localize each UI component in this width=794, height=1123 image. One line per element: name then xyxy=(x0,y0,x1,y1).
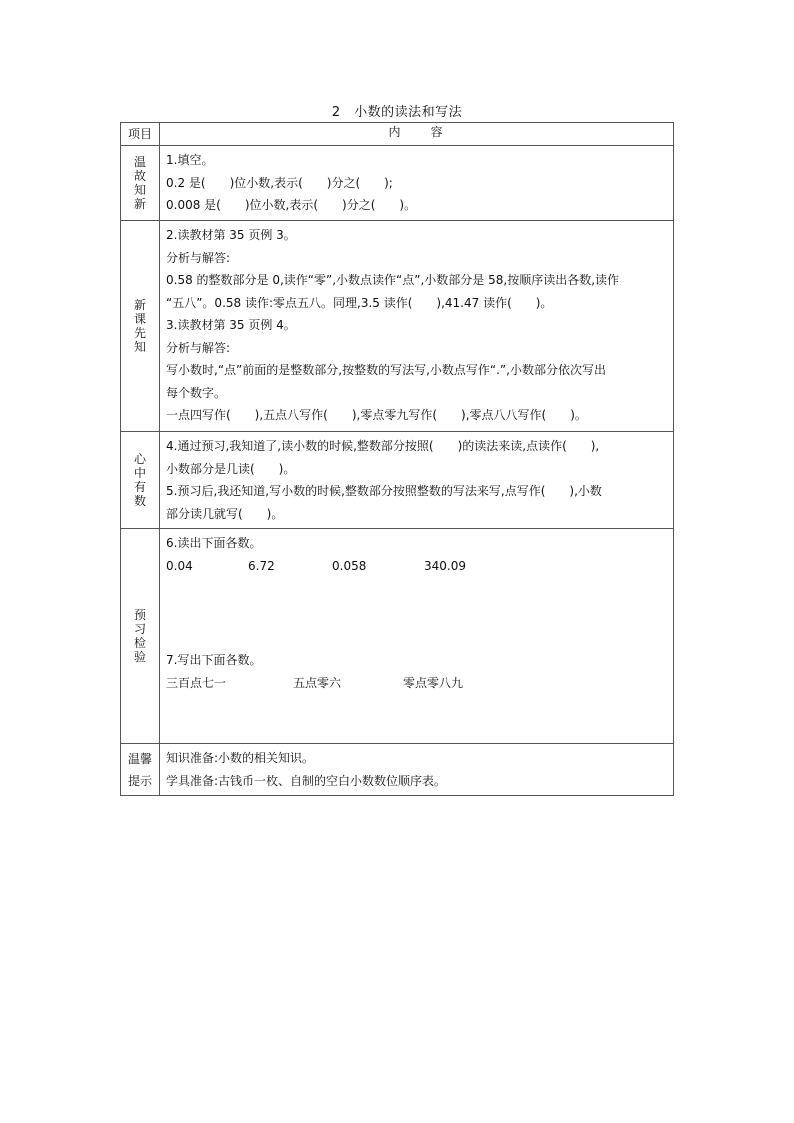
text-line: 分析与解答: xyxy=(166,250,231,265)
row-label-text: 心中有数 xyxy=(133,452,146,508)
table-row-wengu xyxy=(121,146,674,221)
row-content-wengu xyxy=(160,146,674,221)
table-header-row xyxy=(121,123,674,146)
header-content-label: 内 容 xyxy=(388,125,445,139)
text-line: 小数部分是几读( )。 xyxy=(166,461,296,476)
text-line: 4.通过预习,我知道了,读小数的时候,整数部分按照( )的读法来读,点读作( ), xyxy=(166,439,600,453)
text-line: 一点四写作( ),五点八写作( ),零点零九写作( ),零点八八写作( )。 xyxy=(166,408,587,422)
header-content-cell xyxy=(160,123,674,146)
question-7: 7.写出下面各数。 xyxy=(166,653,262,667)
text-line: 3.读教材第 35 页例 4。 xyxy=(166,318,296,332)
q7-number: 三百点七一 xyxy=(166,675,227,690)
row-content-wenxin xyxy=(160,744,674,796)
table-row-xinke xyxy=(121,221,674,432)
text-line: 2.读教材第 35 页例 3。 xyxy=(166,228,296,242)
row-label-text: 新课先知 xyxy=(133,298,146,354)
header-item-cell xyxy=(121,123,160,146)
table-row-yuxi xyxy=(121,529,674,744)
text-line: 学具准备:古钱币一枚、自制的空白小数数位顺序表。 xyxy=(166,773,447,788)
header-item-label: 项目 xyxy=(127,127,152,141)
q6-number: 6.72 xyxy=(248,558,275,573)
text-line: 部分读几就写( )。 xyxy=(166,506,284,521)
q7-number: 五点零六 xyxy=(293,675,342,690)
row-content-yuxi xyxy=(160,529,674,744)
row-content-xinzhong xyxy=(160,432,674,529)
row-label-wengu xyxy=(121,146,160,221)
question-6: 6.读出下面各数。 xyxy=(166,536,262,550)
row-label-text: 温故知新 xyxy=(133,155,146,211)
row-label-text: 温馨 xyxy=(127,751,152,766)
q6-number-list xyxy=(166,555,667,578)
row-label-text: 预习检验 xyxy=(133,608,146,664)
table-row-xinzhong xyxy=(121,432,674,529)
q6-number: 0.058 xyxy=(332,558,367,573)
text-line: 1.填空。 xyxy=(166,153,214,167)
q6-number: 0.04 xyxy=(166,558,193,573)
text-line: 0.58 的整数部分是 0,读作“零”,小数点读作“点”,小数部分是 58,按顺序读出各数,读作 xyxy=(166,273,620,287)
text-line: 5.预习后,我还知道,写小数的时候,整数部分按照整数的写法来写,点写作( ),小数 xyxy=(166,484,602,498)
q7-number: 零点零八九 xyxy=(403,675,464,690)
text-line: 分析与解答: xyxy=(166,340,231,355)
text-line: 写小数时,“点”前面的是整数部分,按整数的写法写,小数点写作“.”,小数部分依次写出 xyxy=(166,363,606,377)
row-label-wenxin xyxy=(121,744,160,796)
text-line: 知识准备:小数的相关知识。 xyxy=(166,751,315,765)
text-line: 0.2 是( )位小数,表示( )分之( ); xyxy=(166,175,393,190)
answer-space xyxy=(166,694,667,722)
page-title: 2 小数的读法和写法 xyxy=(331,105,463,120)
row-label-text: 提示 xyxy=(127,773,152,788)
table-row-wenxin xyxy=(121,744,674,796)
text-line: 每个数字。 xyxy=(166,385,227,400)
lesson-plan-table xyxy=(120,122,674,796)
text-line: “五八”。0.58 读作:零点五八。同理,3.5 读作( ),41.47 读作( )。 xyxy=(166,295,553,310)
row-label-xinke xyxy=(121,221,160,432)
q6-number: 340.09 xyxy=(424,558,466,573)
text-line: 0.008 是( )位小数,表示( )分之( )。 xyxy=(166,198,417,212)
row-label-yuxi xyxy=(121,529,160,744)
row-content-xinke xyxy=(160,221,674,432)
q7-number-list xyxy=(166,672,667,695)
answer-space xyxy=(166,577,667,649)
row-label-xinzhong xyxy=(121,432,160,529)
